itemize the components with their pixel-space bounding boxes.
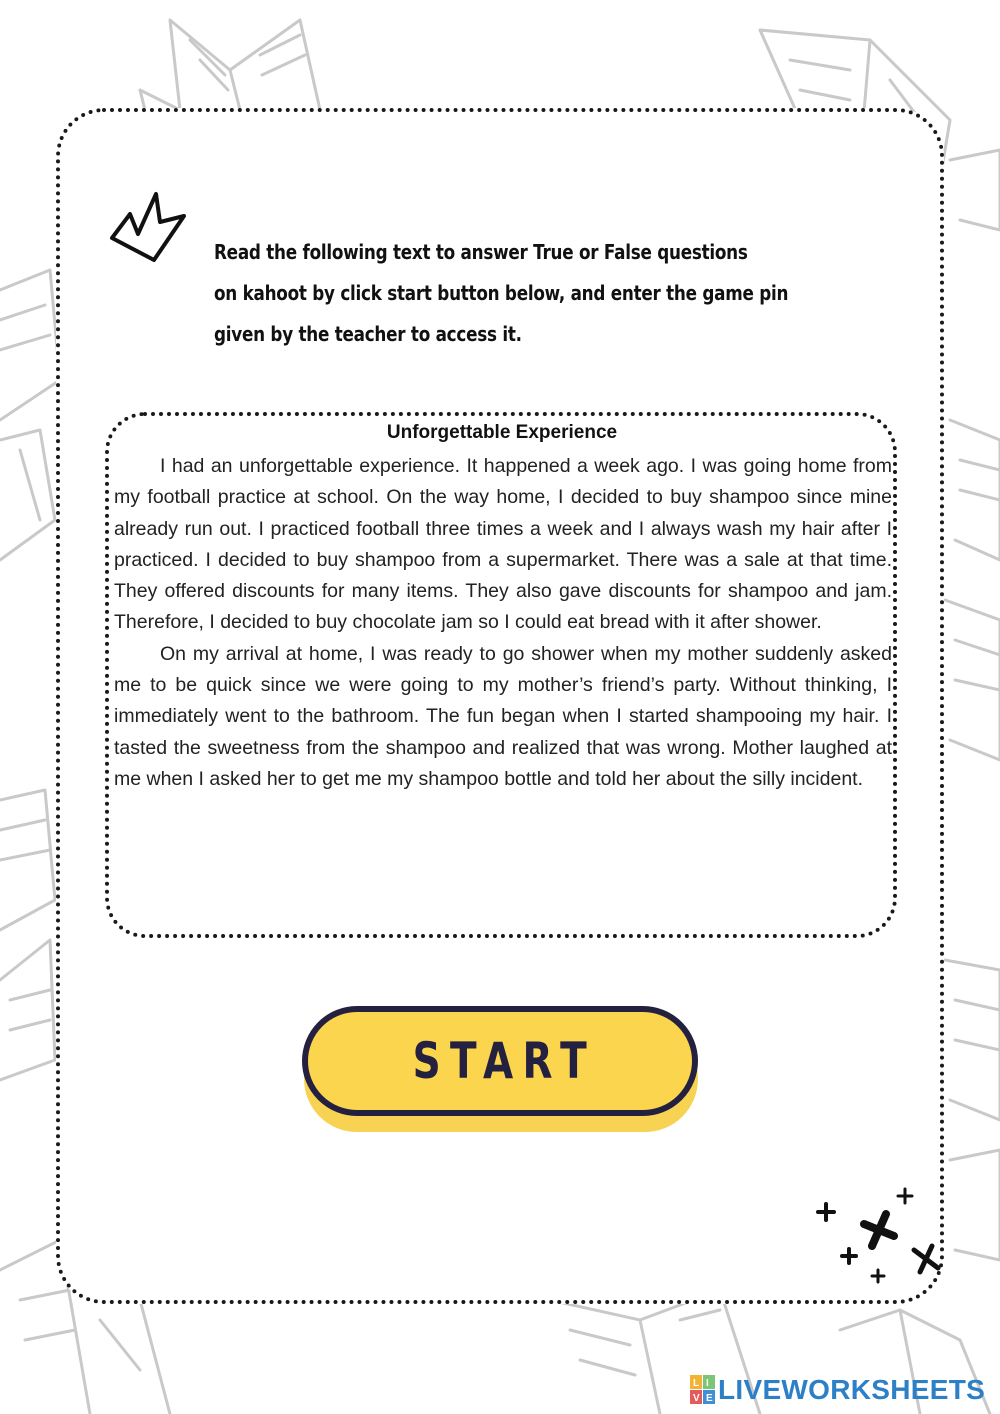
story-paragraph-1: I had an unforgettable experience. It happened a week ago. I was going home from my football practice at school. On the way home, I decided to buy shampoo since mine already run out. I practiced football three times a week and I always wash my hair after I practiced. I decided to buy shampoo from a supermarket. There was a sale at that time. They offered discounts for many items. They also gave discounts for shampoo and jam. Therefore, I decided to buy chocolate jam so I could eat bread with it after shower.: [114, 455, 892, 634]
liveworksheets-logo-icon: [690, 1375, 716, 1405]
story-title: Unforgettable Experience: [386, 422, 618, 443]
svg-text:E: E: [706, 1393, 713, 1404]
instructions-line-1: Read the following text to answer True or False questions: [214, 240, 748, 264]
start-button-face[interactable]: [302, 1006, 698, 1116]
instructions-line-3: given by the teacher to access it.: [214, 322, 522, 346]
svg-text:I: I: [706, 1378, 709, 1389]
instructions-text: [214, 232, 854, 355]
svg-text:L: L: [693, 1378, 700, 1389]
liveworksheets-wordmark: LIVEWORKSHEETS: [718, 1374, 986, 1405]
start-button-label: START: [412, 1032, 597, 1090]
story-paragraph-2: On my arrival at home, I was ready to go shower when my mother suddenly asked me to be quick since we were going to my mother’s friend’s party. Without thinking, I immediately went to the bathroom. The fun began when I started shampooing my hair. I tasted the sweetness from the shampoo and realized that was wrong. Mother laughed at me when I asked her to get me my shampoo bottle and told her about the silly incident.: [114, 642, 892, 790]
crown-icon: [108, 186, 188, 266]
instructions-line-2: on kahoot by click start button below, and enter the game pin: [214, 281, 789, 305]
liveworksheets-brand[interactable]: [690, 1372, 985, 1408]
start-button[interactable]: [300, 1004, 702, 1136]
story-body: [114, 451, 892, 795]
sparkle-icon: [808, 1184, 948, 1288]
svg-text:V: V: [693, 1393, 700, 1404]
